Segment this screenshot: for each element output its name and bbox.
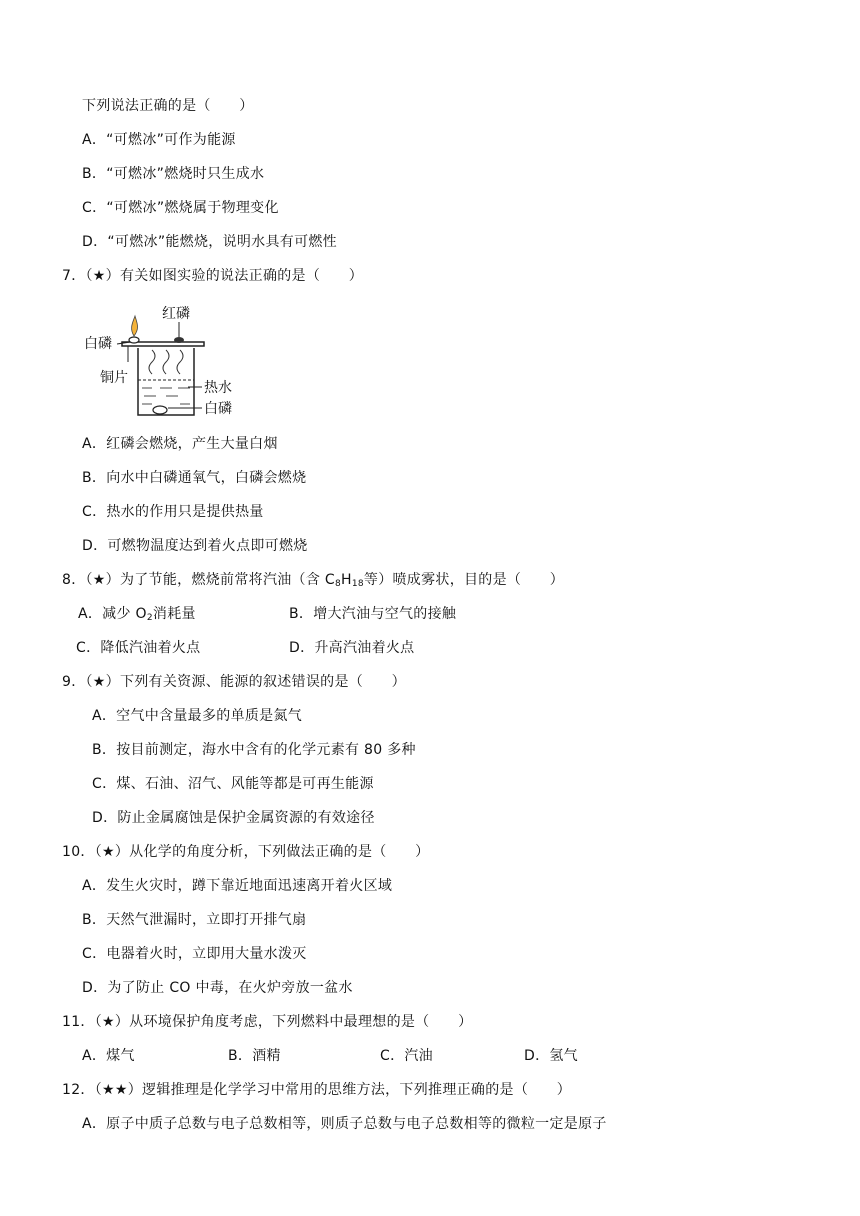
q7-option-a: A．红磷会燃烧，产生大量白烟 <box>82 436 278 452</box>
q9-option-d: D．防止金属腐蚀是保护金属资源的有效途径 <box>92 810 375 826</box>
q9-option-b: B．按目前测定，海水中含有的化学元素有 80 多种 <box>92 742 416 758</box>
label-copper-sheet: 铜片 <box>100 370 128 386</box>
q8-stem-pre: 8．（★）为了节能，燃烧前常将汽油（含 C <box>62 572 335 588</box>
label-red-phosphorus: 红磷 <box>162 306 190 322</box>
q11-stem: 11．（★）从环境保护角度考虑，下列燃料中最理想的是（ ） <box>62 1014 473 1030</box>
q8-option-a-sub: 2 <box>146 613 153 623</box>
q10-option-d: D．为了防止 CO 中毒，在火炉旁放一盆水 <box>82 980 353 996</box>
white-phosphorus-underwater <box>153 406 167 414</box>
q6-option-d: D．“可燃冰”能燃烧，说明水具有可燃性 <box>82 234 337 250</box>
q10-stem: 10．（★）从化学的角度分析，下列做法正确的是（ ） <box>62 844 430 860</box>
label-hot-water: 热水 <box>204 380 232 396</box>
beaker <box>138 348 194 415</box>
q11-option-d: D．氢气 <box>524 1048 578 1064</box>
q6-stem: 下列说法正确的是（ ） <box>82 98 254 114</box>
q9-option-a: A．空气中含量最多的单质是氮气 <box>92 708 303 724</box>
q9-option-c: C．煤、石油、沼气、风能等都是可再生能源 <box>92 776 374 792</box>
label-white-phosphorus-bottom: 白磷 <box>204 401 232 417</box>
q8-option-a <box>78 604 196 624</box>
q8-option-d: D．升高汽油着火点 <box>289 640 415 656</box>
q6-option-c: C．“可燃冰”燃烧属于物理变化 <box>82 200 279 216</box>
q10-option-a: A．发生火灾时，蹲下靠近地面迅速离开着火区域 <box>82 878 393 894</box>
q8-stem <box>62 570 564 590</box>
combustion-experiment-figure <box>82 300 252 425</box>
label-white-phosphorus-top: 白磷 <box>84 336 112 352</box>
q10-option-c: C．电器着火时，立即用大量水泼灭 <box>82 946 307 962</box>
q11-option-a: A．煤气 <box>82 1048 135 1064</box>
q12-option-a: A．原子中质子总数与电子总数相等，则质子总数与电子总数相等的微粒一定是原子 <box>82 1116 607 1132</box>
q8-option-b: B．增大汽油与空气的接触 <box>289 606 457 622</box>
q6-option-a: A．“可燃冰”可作为能源 <box>82 132 236 148</box>
white-phosphorus-on-copper <box>129 337 139 343</box>
q7-stem: 7．（★）有关如图实验的说法正确的是（ ） <box>62 268 364 284</box>
q8-stem-sub2: 18 <box>351 579 364 589</box>
q7-option-c: C．热水的作用只是提供热量 <box>82 504 264 520</box>
q9-stem: 9．（★）下列有关资源、能源的叙述错误的是（ ） <box>62 674 406 690</box>
q8-stem-post: 等）喷成雾状，目的是（ ） <box>363 572 565 588</box>
q7-option-d: D．可燃物温度达到着火点即可燃烧 <box>82 538 308 554</box>
q8-stem-sub1: 8 <box>334 579 342 589</box>
q7-option-b: B．向水中白磷通氧气，白磷会燃烧 <box>82 470 307 486</box>
red-phosphorus <box>174 337 184 343</box>
q11-option-c: C．汽油 <box>380 1048 433 1064</box>
q6-option-b: B．“可燃冰”燃烧时只生成水 <box>82 166 265 182</box>
q12-stem: 12．（★★）逻辑推理是化学学习中常用的思维方法，下列推理正确的是（ ） <box>62 1082 572 1098</box>
q10-option-b: B．天然气泄漏时，立即打开排气扇 <box>82 912 307 928</box>
q8-option-a-pre: A．减少 O <box>78 606 147 622</box>
q8-option-a-post: 消耗量 <box>152 606 196 622</box>
steam <box>149 350 155 374</box>
flame-icon <box>132 316 138 336</box>
q8-option-c: C．降低汽油着火点 <box>76 640 201 656</box>
q8-stem-mid: H <box>341 572 352 588</box>
q11-option-b: B．酒精 <box>228 1048 281 1064</box>
